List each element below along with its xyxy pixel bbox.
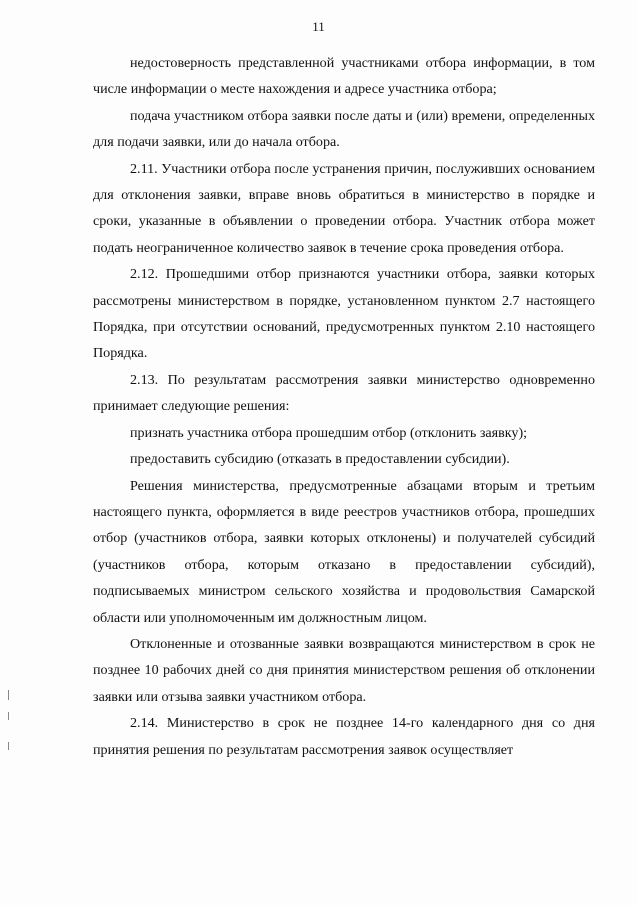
paragraph: Отклоненные и отозванные заявки возвращаются министерством в срок не позднее 10 рабочих дней со дня принятия министерством решения об отклонении заявки или отзыва заявки участником отбора. — [93, 635, 595, 705]
paragraph: предоставить субсидию (отказать в предоставлении субсидии). — [130, 451, 510, 468]
document-body — [93, 50, 595, 763]
paragraph: признать участника отбора прошедшим отбор (отклонить заявку); — [130, 424, 528, 441]
scan-edge-mark — [8, 742, 9, 750]
paragraph: 2.12. Прошедшими отбор признаются участники отбора, заявки которых рассмотрены министерством в порядке, установленном пунктом 2.7 настоящего Порядка, при отсутствии оснований, предусмотренных пунктом 2.10 настоящего Порядка. — [93, 266, 595, 362]
paragraph: 2.13. По результатам рассмотрения заявки министерство одновременно принимает следующие решения: — [93, 371, 595, 415]
paragraph: 2.11. Участники отбора после устранения причин, послуживших основанием для отклонения заявки, вправе вновь обратиться в министерство в порядке и сроки, указанные в объявлении о проведении отбора. Участник отбора может подать неограниченное количество заявок в течение срока проведения отбора. — [93, 160, 595, 256]
paragraph: подача участником отбора заявки после даты и (или) времени, определенных для подачи заявки, или до начала отбора. — [93, 107, 595, 151]
page-number: 11 — [312, 19, 325, 34]
paragraph: 2.14. Министерство в срок не позднее 14-го календарного дня со дня принятия решения по результатам рассмотрения заявок осуществляет — [93, 715, 595, 758]
scan-edge-mark — [8, 712, 9, 720]
scan-edge-mark — [8, 690, 9, 700]
paragraph: недостоверность представленной участниками отбора информации, в том числе информации о месте нахождения и адресе участника отбора; — [93, 55, 595, 98]
paragraph: Решения министерства, предусмотренные абзацами вторым и третьим настоящего пункта, оформляется в виде реестров участников отбора, прошедших отбор (участников отбора, заявки которых отклонены) и получателей субсидий (участников отбора, которым отказано в предоставлении субсидий), подписываемых министром сельского хозяйства и продовольствия Самарской области или уполномоченным им должностным лицом. — [93, 477, 595, 626]
